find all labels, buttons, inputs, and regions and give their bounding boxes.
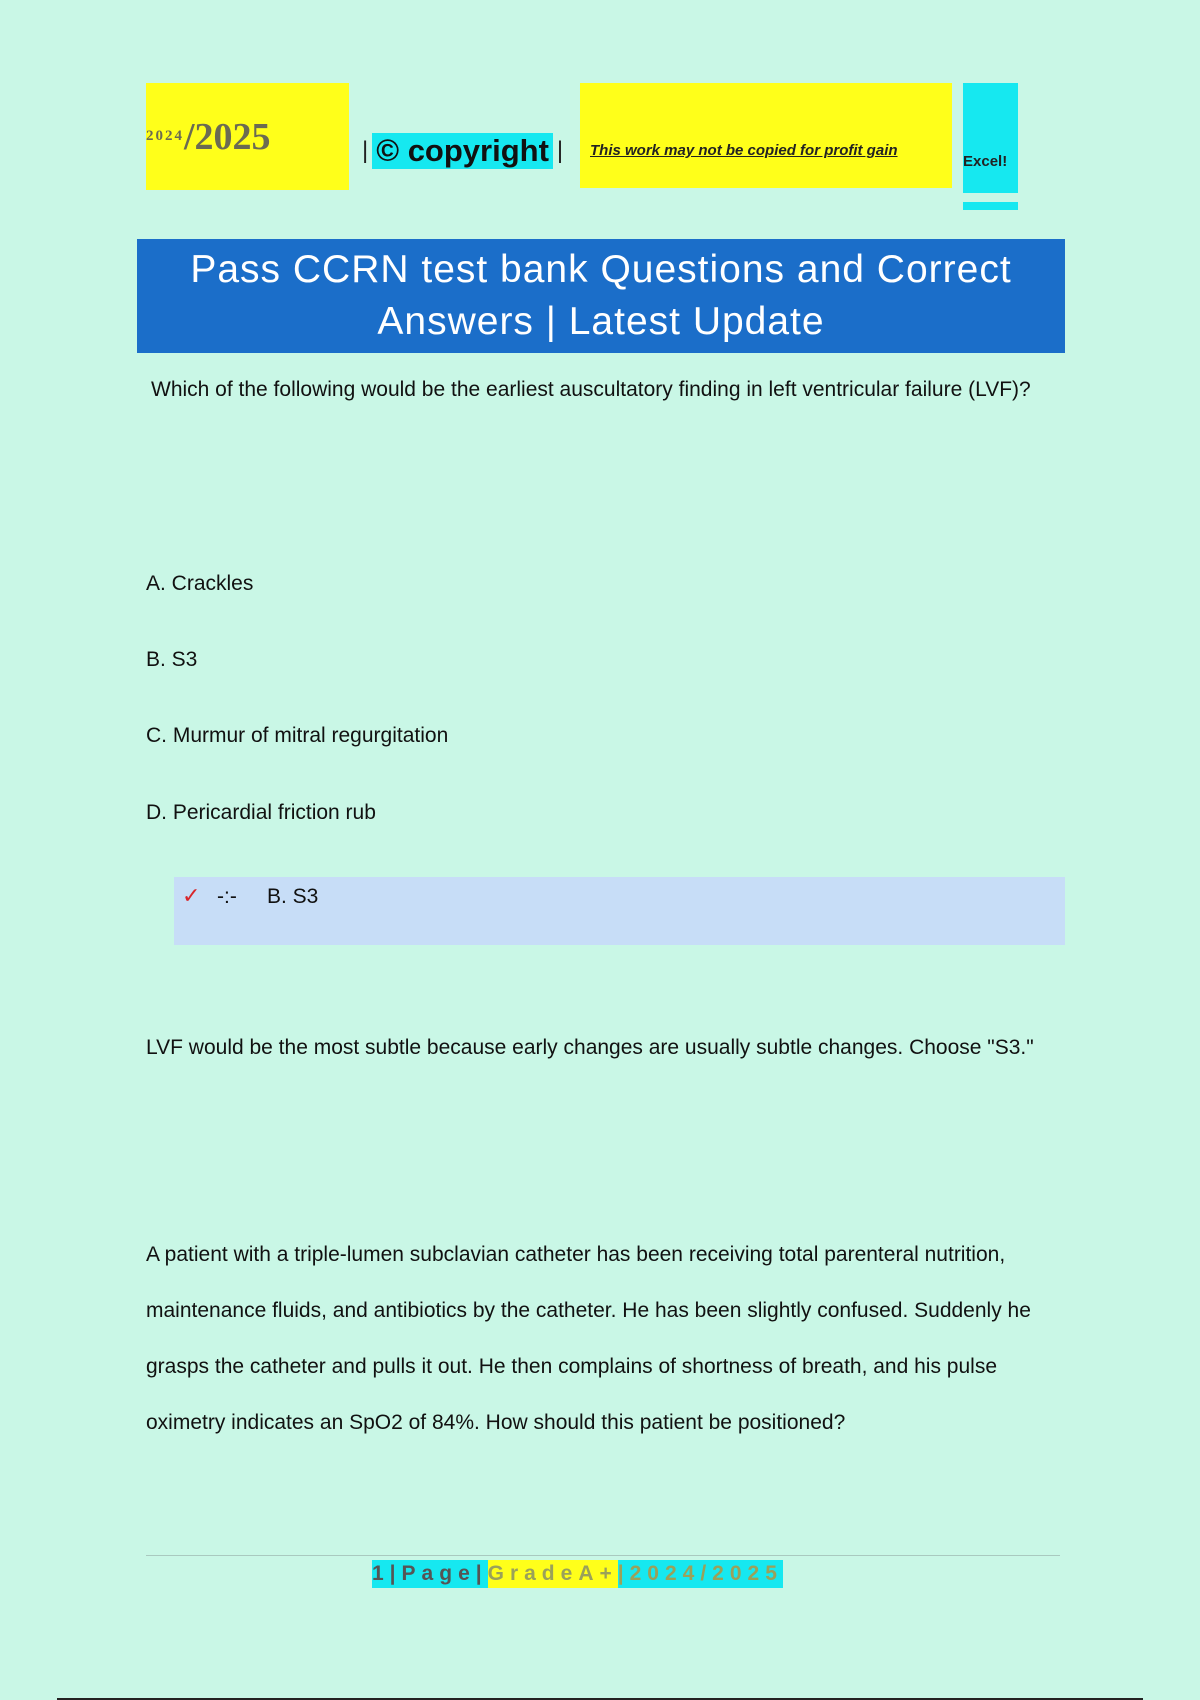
year-big: /2025 [184,115,271,158]
excel-label: Excel! [963,153,1008,170]
year-box [146,83,349,190]
year-small: 2024 [146,128,184,144]
explanation-text: LVF would be the most subtle because early changes are usually subtle changes. Choose "S3." [146,1036,1034,1059]
notice-box [580,83,952,188]
footer-page: 1|Page| [372,1560,488,1588]
question-2-text: A patient with a triple-lumen subclavian catheter has been receiving total parenteral nutrition, maintenance fluids, and antibiotics by the catheter. He has been slightly confused. Suddenly he grasps the catheter and pulls it out. He then complains of shortness of breath, and his pulse oximetry indicates an SpO2 of 84%. How should this patient be positioned? [146,1243,1031,1434]
question-1-text: Which of the following would be the earliest auscultatory finding in left ventricular failure (LVF)? [151,378,1031,401]
title-line-2: Answers | Latest Update [377,300,825,343]
check-icon: ✓ [182,883,201,908]
option-b: B. S3 [146,648,198,671]
footer-grade: GradeA+ [488,1560,618,1588]
notice-text: This work may not be copied for profit gain [590,142,898,159]
option-d: D. Pericardial friction rub [146,801,376,824]
option-a: A. Crackles [146,572,254,595]
excel-bar [963,202,1018,210]
answer-separator: -:- [217,885,237,908]
page-footer [372,1560,783,1588]
answer-text: B. S3 [267,885,319,908]
copyright-pipe-right: | [556,137,564,164]
footer-divider [146,1555,1060,1556]
copyright-label [358,133,567,169]
copyright-text: © copyright [372,133,553,169]
footer-year: |2024/2025 [618,1560,783,1588]
copyright-pipe-left: | [362,137,369,164]
excel-box [963,83,1018,193]
title-banner [137,239,1065,353]
option-c: C. Murmur of mitral regurgitation [146,724,449,747]
title-line-1: Pass CCRN test bank Questions and Correct [190,248,1012,291]
